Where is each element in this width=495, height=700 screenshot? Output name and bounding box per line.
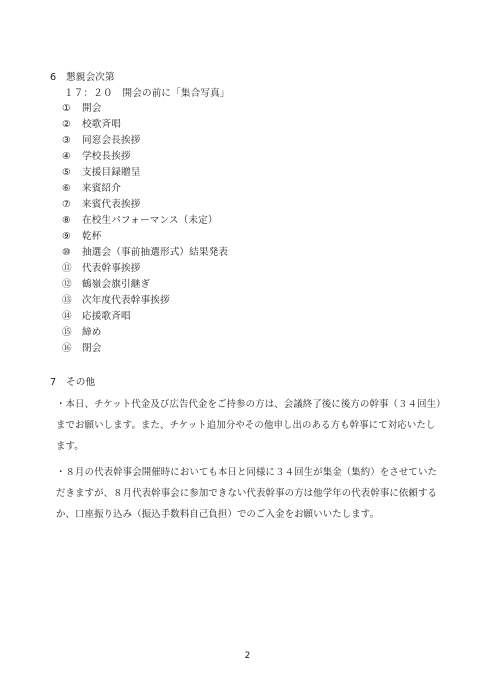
item-number: ③ [62, 135, 71, 146]
paragraph-line: までお願いします。また、チケット追加分やその他申し出のある方も幹事にて対応いたし [56, 420, 436, 431]
program-item [62, 199, 140, 211]
item-number: ⑩ [62, 247, 71, 258]
item-number: ② [62, 119, 71, 130]
item-text: 閉会 [82, 343, 102, 354]
group-photo-time: １７：２０ 開会の前に「集合写真」 [64, 88, 230, 99]
program-item [62, 311, 131, 323]
item-text: 締め [82, 327, 102, 338]
item-text: 来賓紹介 [82, 183, 121, 194]
program-item [62, 183, 121, 195]
item-number: ⑥ [62, 183, 71, 194]
item-text: 次年度代表幹事挨拶 [82, 295, 170, 306]
program-item [62, 263, 140, 275]
item-number: ① [62, 103, 71, 114]
section-7-heading: 7 その他 [50, 377, 96, 388]
paragraph-line: ・本日、チケット代金及び広告代金をご持参の方は、会議終了後に後方の幹事（３４回生） [56, 399, 446, 410]
item-text: 学校長挨拶 [82, 151, 131, 162]
item-text: 来賓代表挨拶 [82, 199, 141, 210]
paragraph-line: ます。 [56, 441, 84, 452]
item-number: ⑬ [62, 295, 72, 306]
paragraph-line: ・８月の代表幹事会開催時においても本日と同様に３４回生が集金（集約）をさせていた [56, 467, 438, 478]
program-item [62, 231, 102, 243]
item-number: ⑦ [62, 199, 71, 210]
item-number: ⑮ [62, 327, 72, 338]
item-text: 支援目録贈呈 [82, 167, 141, 178]
item-text: 校歌斉唱 [82, 119, 121, 130]
item-text: 抽選会（事前抽選形式）結果発表 [82, 247, 229, 258]
program-item [62, 151, 131, 163]
item-number: ⑫ [62, 279, 72, 290]
program-item [62, 295, 170, 307]
item-text: 開会 [82, 103, 102, 114]
item-text: 代表幹事挨拶 [82, 263, 141, 274]
program-item [62, 135, 140, 147]
item-number: ⑪ [62, 263, 72, 274]
program-item [62, 343, 102, 355]
program-item [62, 247, 228, 259]
paragraph-line: か、口座振り込み（振込手数料自己負担）でのご入金をお願いいたします。 [56, 509, 380, 520]
paragraph-line: だきますが、８月代表幹事会に参加できない代表幹事の方は他学年の代表幹事に依頼する [56, 488, 438, 499]
item-text: 鶴嶺会旗引継ぎ [82, 279, 151, 290]
item-text: 応援歌斉唱 [82, 311, 131, 322]
program-item [62, 279, 150, 291]
program-item [62, 167, 140, 179]
program-item [62, 103, 102, 115]
page-number: 2 [244, 651, 251, 661]
item-text: 在校生パフォーマンス（未定） [82, 215, 218, 226]
item-number: ⑧ [62, 215, 71, 226]
item-text: 乾杯 [82, 231, 102, 242]
item-number: ⑭ [62, 311, 72, 322]
program-item [62, 119, 121, 131]
item-number: ⑤ [62, 167, 71, 178]
item-text: 同窓会長挨拶 [82, 135, 141, 146]
item-number: ⑨ [62, 231, 71, 242]
item-number: ④ [62, 151, 71, 162]
program-item [62, 327, 102, 339]
item-number: ⑯ [62, 343, 72, 354]
program-item [62, 215, 218, 227]
section-6-heading: 6 懇親会次第 [50, 72, 115, 83]
